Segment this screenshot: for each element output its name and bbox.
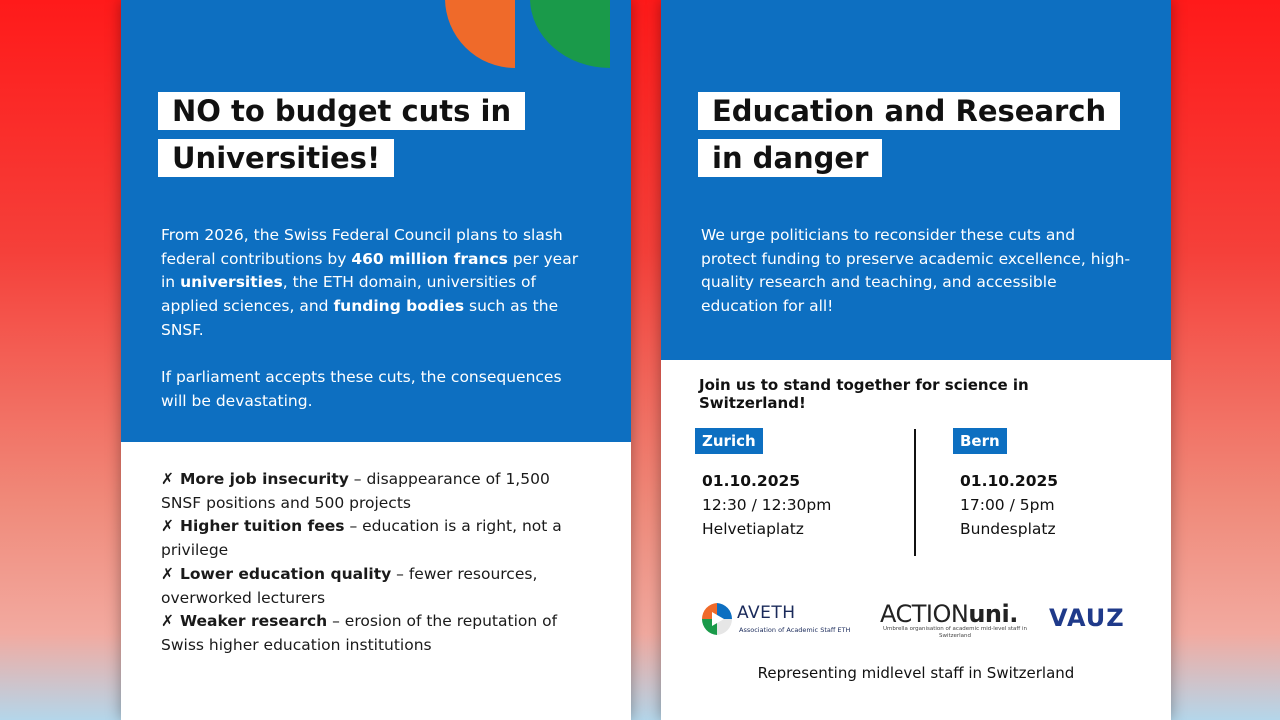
intro-text-4: such as the SNSF. (161, 297, 559, 339)
list-item-text: – disappearance of 1,500 SNSF positions and 500 projects (161, 470, 550, 512)
intro-bold-funding-bodies: funding bodies (333, 297, 465, 316)
event-divider (914, 429, 916, 556)
intro-bold-amount: 460 million francs (351, 249, 508, 268)
list-item-title: Weaker research (180, 612, 328, 631)
cross-mark-icon: ✗ (161, 470, 174, 488)
right-headline-line2: in danger (698, 139, 882, 177)
event-place: Bundesplatz (960, 520, 1056, 538)
list-item-text: – fewer resources, overworked lecturers (161, 564, 538, 607)
list-item-title: More job insecurity (180, 470, 349, 488)
left-intro-paragraph (161, 224, 581, 343)
green-semicircle-decoration (530, 0, 631, 68)
join-call-heading: Join us to stand together for science in Switzerland! (699, 376, 1029, 412)
left-blue-section (121, 0, 631, 442)
intro-text-1: From 2026, the Swiss Federal Council plans to slash federal contributions by (161, 226, 563, 268)
actionuni-suffix: uni. (968, 600, 1018, 628)
city-badge-bern: Bern (953, 428, 1007, 454)
aveth-subtitle: Association of Academic Staff ETH (739, 626, 851, 634)
left-headline-line1: NO to budget cuts in (158, 92, 525, 130)
right-headline (698, 88, 1138, 182)
actionuni-prefix: ACTION (880, 600, 969, 628)
list-item (161, 563, 591, 610)
list-item-text: – education is a right, not a privilege (161, 517, 562, 560)
footer-tagline: Representing midlevel staff in Switzerland (757, 664, 1075, 682)
intro-text-3: , the ETH domain, universities of applied sciences, and (161, 273, 536, 316)
event-details-zurich (702, 469, 902, 541)
list-item (161, 468, 591, 515)
vauz-wordmark: VAUZ (1049, 604, 1125, 632)
event-time: 12:30 / 12:30pm (702, 496, 832, 514)
event-date: 01.10.2025 (960, 472, 1059, 490)
left-headline (158, 88, 538, 182)
list-item (161, 515, 591, 562)
cross-mark-icon: ✗ (161, 612, 174, 631)
left-consequence-paragraph: If parliament accepts these cuts, the consequences will be devastating. (161, 368, 562, 410)
list-item-text: – erosion of the reputation of Swiss higher education institutions (161, 612, 558, 654)
intro-text-2: per year in (161, 249, 579, 292)
consequence-list (161, 468, 591, 658)
left-headline-line2: Universities! (158, 139, 394, 177)
actionuni-wordmark (880, 600, 1018, 628)
actionuni-logo (880, 600, 1030, 645)
list-item-title: Higher tuition fees (180, 517, 345, 536)
city-badge-zurich: Zurich (695, 428, 763, 454)
intro-bold-universities: universities (180, 273, 283, 292)
actionuni-subtitle: Umbrella organisation of academic mid-level staff in Switzerland (883, 626, 1027, 639)
cross-mark-icon: ✗ (161, 564, 174, 583)
right-headline-line1: Education and Research (698, 92, 1120, 130)
list-item-title: Lower education quality (180, 564, 392, 583)
aveth-name: AVETH (737, 603, 796, 623)
vauz-logo (1049, 604, 1125, 634)
right-blue-section (661, 0, 1171, 360)
event-place: Helvetiaplatz (702, 520, 804, 538)
left-flyer-panel (121, 0, 631, 720)
right-flyer-panel (661, 0, 1171, 720)
cross-mark-icon: ✗ (161, 517, 174, 536)
aveth-logo-icon (701, 601, 734, 637)
list-item (161, 610, 591, 657)
right-body-paragraph: We urge politicians to reconsider these cuts and protect funding to preserve academic excellence, high-quality research and teaching, and accessible education for all! (701, 226, 1131, 316)
aveth-logo (701, 600, 861, 640)
event-date: 01.10.2025 (702, 472, 801, 490)
event-details-bern (960, 469, 1160, 541)
event-time: 17:00 / 5pm (960, 496, 1055, 514)
